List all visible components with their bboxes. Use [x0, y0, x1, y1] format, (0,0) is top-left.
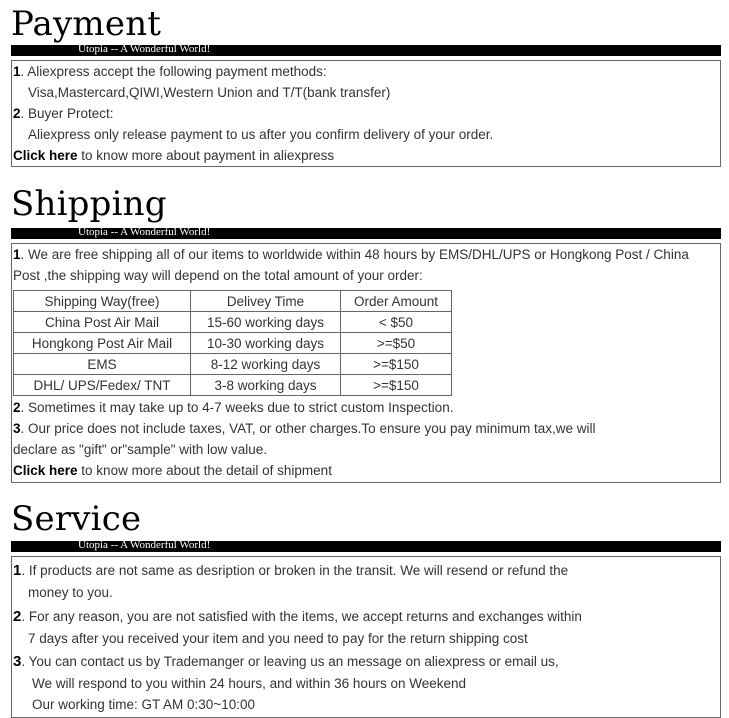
table-cell: 10-30 working days: [191, 333, 341, 354]
service-box: [11, 556, 721, 718]
table-cell: >=$150: [341, 354, 452, 375]
service-title: Service: [11, 499, 142, 539]
shipping-item-3-cont: declare as "gift" or"sample" with low value.: [13, 442, 268, 457]
service-item-3-cont: We will respond to you within 24 hours, and within 36 hours on Weekend: [32, 676, 467, 691]
table-row: [14, 375, 452, 396]
service-item-1-cont: money to you.: [28, 585, 113, 600]
table-cell: >=$150: [341, 375, 452, 396]
service-working-time: Our working time: GT AM 0:30~10:00: [32, 697, 255, 712]
service-banner-bar: [11, 541, 721, 552]
shipping-item-2: 2. Sometimes it may take up to 4-7 weeks due to strict custom Inspection.: [13, 400, 454, 415]
service-banner-text: Utopia -- A Wonderful World!: [78, 539, 211, 551]
shipping-item-1-cont: Post ,the shipping way will depend on the total amount of your order:: [13, 268, 423, 283]
table-row: [14, 333, 452, 354]
table-cell: >=$50: [341, 333, 452, 354]
service-item-2: 2. For any reason, you are not satisfied with the items, we accept returns and exchanges within: [13, 608, 582, 625]
shipping-more-line: Click here to know more about the detail of shipment: [13, 463, 332, 478]
payment-banner-text: Utopia -- A Wonderful World!: [78, 43, 211, 55]
payment-item-2-detail: Aliexpress only release payment to us after you confirm delivery of your order.: [28, 127, 494, 142]
payment-banner-bar: [11, 45, 721, 56]
shipping-item-1: 1. We are free shipping all of our items to worldwide within 48 hours by EMS/DHL/UPS or Hongkong Post / China: [13, 247, 689, 262]
shipping-click-here-link[interactable]: Click here: [13, 463, 78, 478]
table-row: [14, 312, 452, 333]
payment-box: [11, 60, 721, 167]
payment-more-line: Click here to know more about payment in aliexpress: [13, 148, 335, 163]
payment-click-here-link[interactable]: Click here: [13, 148, 78, 163]
table-row: [14, 354, 452, 375]
shipping-box: [11, 243, 721, 483]
shipping-banner-bar: [11, 228, 721, 239]
shipping-item-3: 3. Our price does not include taxes, VAT, or other charges.To ensure you pay minimum tax,we will: [13, 421, 596, 436]
table-cell: EMS: [14, 354, 191, 375]
shipping-table-header: [14, 291, 452, 312]
table-cell: 8-12 working days: [191, 354, 341, 375]
payment-item-1: 1. Aliexpress accept the following payment methods:: [13, 64, 327, 79]
shipping-title: Shipping: [11, 184, 167, 224]
shipping-banner-text: Utopia -- A Wonderful World!: [78, 226, 211, 238]
table-cell: 3-8 working days: [191, 375, 341, 396]
service-item-2-cont: 7 days after you received your item and you need to pay for the return shipping cost: [28, 631, 528, 646]
shipping-table: [13, 290, 452, 396]
table-cell: China Post Air Mail: [14, 312, 191, 333]
payment-title: Payment: [11, 4, 162, 44]
table-cell: Hongkong Post Air Mail: [14, 333, 191, 354]
table-cell: DHL/ UPS/Fedex/ TNT: [14, 375, 191, 396]
service-item-1: 1. If products are not same as desription or broken in the transit. We will resend or refund the: [13, 562, 569, 579]
payment-item-1-detail: Visa,Mastercard,QIWI,Western Union and T/T(bank transfer): [28, 85, 391, 100]
table-cell: < $50: [341, 312, 452, 333]
table-header-cell: Delivey Time: [191, 291, 341, 312]
table-header-cell: Shipping Way(free): [14, 291, 191, 312]
table-header-cell: Order Amount: [341, 291, 452, 312]
service-item-3: 3. You can contact us by Trademanger or leaving us an message on aliexpress or email us,: [13, 653, 559, 670]
payment-item-2: 2. Buyer Protect:: [13, 106, 114, 121]
table-cell: 15-60 working days: [191, 312, 341, 333]
